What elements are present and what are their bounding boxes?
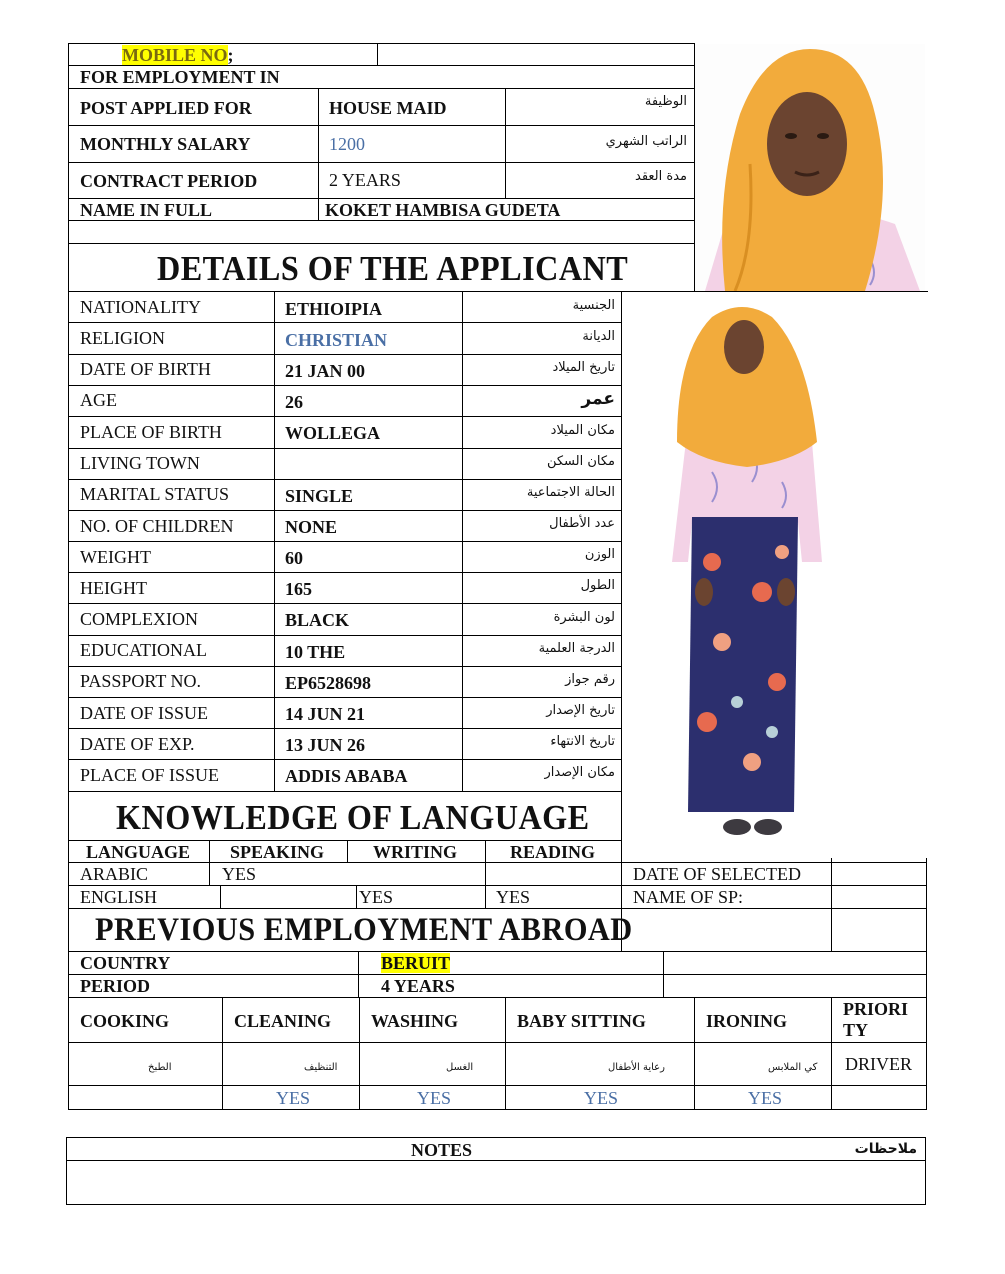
detail-ar-height: الطول [580,578,615,593]
detail-ar-pob: مكان الميلاد [550,423,615,438]
detail-label-dob: DATE OF BIRTH [80,359,211,379]
detail-value-weight: 60 [285,548,303,568]
detail-label-marital: MARITAL STATUS [80,484,229,504]
name-value: KOKET HAMBISA GUDETA [325,200,561,220]
detail-ar-issue-date: تاريخ الإصدار [546,703,615,718]
post-label: POST APPLIED FOR [80,98,252,118]
detail-label-religion: RELIGION [80,328,165,348]
detail-label-pob: PLACE OF BIRTH [80,422,222,442]
detail-label-height: HEIGHT [80,578,147,598]
detail-value-children: NONE [285,517,338,537]
contract-arabic: مدة العقد [635,169,687,184]
post-value: HOUSE MAID [329,98,447,118]
employment-in-label: FOR EMPLOYMENT IN [80,67,280,87]
notes-label: NOTES [411,1140,473,1160]
detail-value-issue-place: ADDIS ABABA [285,766,408,786]
skill-ironing: IRONING [706,1011,788,1031]
skill-baby-yes: YES [584,1088,619,1108]
skill-ar-cleaning: التنظيف [304,1062,338,1073]
salary-label: MONTHLY SALARY [80,134,251,154]
period-value: 4 YEARS [381,976,455,996]
detail-ar-exp-date: تاريخ الانتهاء [550,734,615,749]
skill-cooking: COOKING [80,1011,170,1031]
detail-label-issue-place: PLACE OF ISSUE [80,765,220,785]
detail-label-nationality: NATIONALITY [80,297,201,317]
detail-label-exp-date: DATE OF EXP. [80,734,195,754]
detail-ar-nationality: الجنسية [572,298,615,313]
detail-label-educational: EDUCATIONAL [80,640,207,660]
period-label: PERIOD [80,976,151,996]
skill-ar-washing: الغسل [446,1062,474,1073]
lang-col-writing: WRITING [373,842,458,862]
lang-col-speaking: SPEAKING [230,842,325,862]
post-arabic: الوظيفة [644,94,687,109]
lang-col-language: LANGUAGE [86,842,191,862]
applicant-full-photo [622,292,927,859]
detail-ar-passport: رقم جواز [565,672,615,687]
skill-priority: PRIORI TY [843,999,909,1040]
skill-ar-baby: رعاية الأطفال [608,1062,665,1073]
skill-ironing-yes: YES [748,1088,783,1108]
detail-label-living-town: LIVING TOWN [80,453,200,473]
lang-english-reading: YES [496,887,531,907]
skill-cleaning: CLEANING [234,1011,332,1031]
country-label: COUNTRY [80,953,171,973]
mobile-label-text: MOBILE NO [122,45,228,65]
notes-box [66,1137,926,1205]
details-title: DETAILS OF THE APPLICANT [157,249,629,288]
skill-ar-cooking: الطبخ [148,1062,172,1073]
previous-title: PREVIOUS EMPLOYMENT ABROAD [95,912,633,948]
detail-ar-age: عمر [581,389,615,409]
skill-washing-yes: YES [417,1088,452,1108]
detail-value-religion: CHRISTIAN [285,330,388,350]
detail-ar-complexion: لون البشرة [553,610,615,625]
detail-ar-religion: الديانة [582,329,615,344]
lang-english: ENGLISH [80,887,157,907]
detail-label-children: NO. OF CHILDREN [80,516,234,536]
detail-ar-issue-place: مكان الإصدار [544,765,615,780]
name-label: NAME IN FULL [80,200,213,220]
name-sp-label: NAME OF SP: [633,887,744,907]
detail-value-pob: WOLLEGA [285,423,381,443]
detail-value-passport: EP6528698 [285,673,372,693]
detail-label-issue-date: DATE OF ISSUE [80,703,209,723]
country-value [381,953,450,973]
detail-value-exp-date: 13 JUN 26 [285,735,365,755]
mobile-suffix: ; [227,45,234,65]
detail-ar-educational: الدرجة العلمية [538,641,615,656]
skill-ar-ironing: كي الملابس [768,1062,818,1073]
lang-arabic: ARABIC [80,864,149,884]
country-value-text: BERUIT [381,953,451,973]
notes-label-arabic: ملاحظات [854,1141,917,1157]
contract-label: CONTRACT PERIOD [80,171,258,191]
detail-value-height: 165 [285,579,312,599]
detail-value-marital: SINGLE [285,486,354,506]
detail-label-age: AGE [80,390,117,410]
skill-cleaning-yes: YES [276,1088,311,1108]
skill-baby-sitting: BABY SITTING [517,1011,646,1031]
mobile-label [122,45,234,65]
detail-label-complexion: COMPLEXION [80,609,199,629]
salary-arabic: الراتب الشهري [605,134,687,149]
detail-value-educational: 10 THE [285,642,346,662]
detail-value-age: 26 [285,392,303,412]
detail-value-issue-date: 14 JUN 21 [285,704,365,724]
contract-value: 2 YEARS [329,170,401,190]
detail-value-dob: 21 JAN 00 [285,361,365,381]
applicant-headshot [695,44,925,291]
detail-ar-children: عدد الأطفال [549,516,615,531]
detail-ar-dob: تاريخ الميلاد [552,360,615,375]
skill-driver: DRIVER [845,1054,912,1074]
detail-value-nationality: ETHIOIPIA [285,299,383,319]
skill-washing: WASHING [371,1011,459,1031]
lang-arabic-speaking: YES [222,864,257,884]
date-selected-label: DATE OF SELECTED [633,864,801,884]
lang-col-reading: READING [510,842,596,862]
detail-ar-marital: الحالة الاجتماعية [526,485,615,500]
detail-ar-weight: الوزن [584,547,615,562]
language-title: KNOWLEDGE OF LANGUAGE [116,798,590,837]
detail-label-weight: WEIGHT [80,547,151,567]
detail-value-complexion: BLACK [285,610,350,630]
detail-ar-living-town: مكان السكن [546,454,615,469]
detail-label-passport: PASSPORT NO. [80,671,201,691]
salary-value: 1200 [329,134,365,154]
lang-english-writing: YES [359,887,394,907]
